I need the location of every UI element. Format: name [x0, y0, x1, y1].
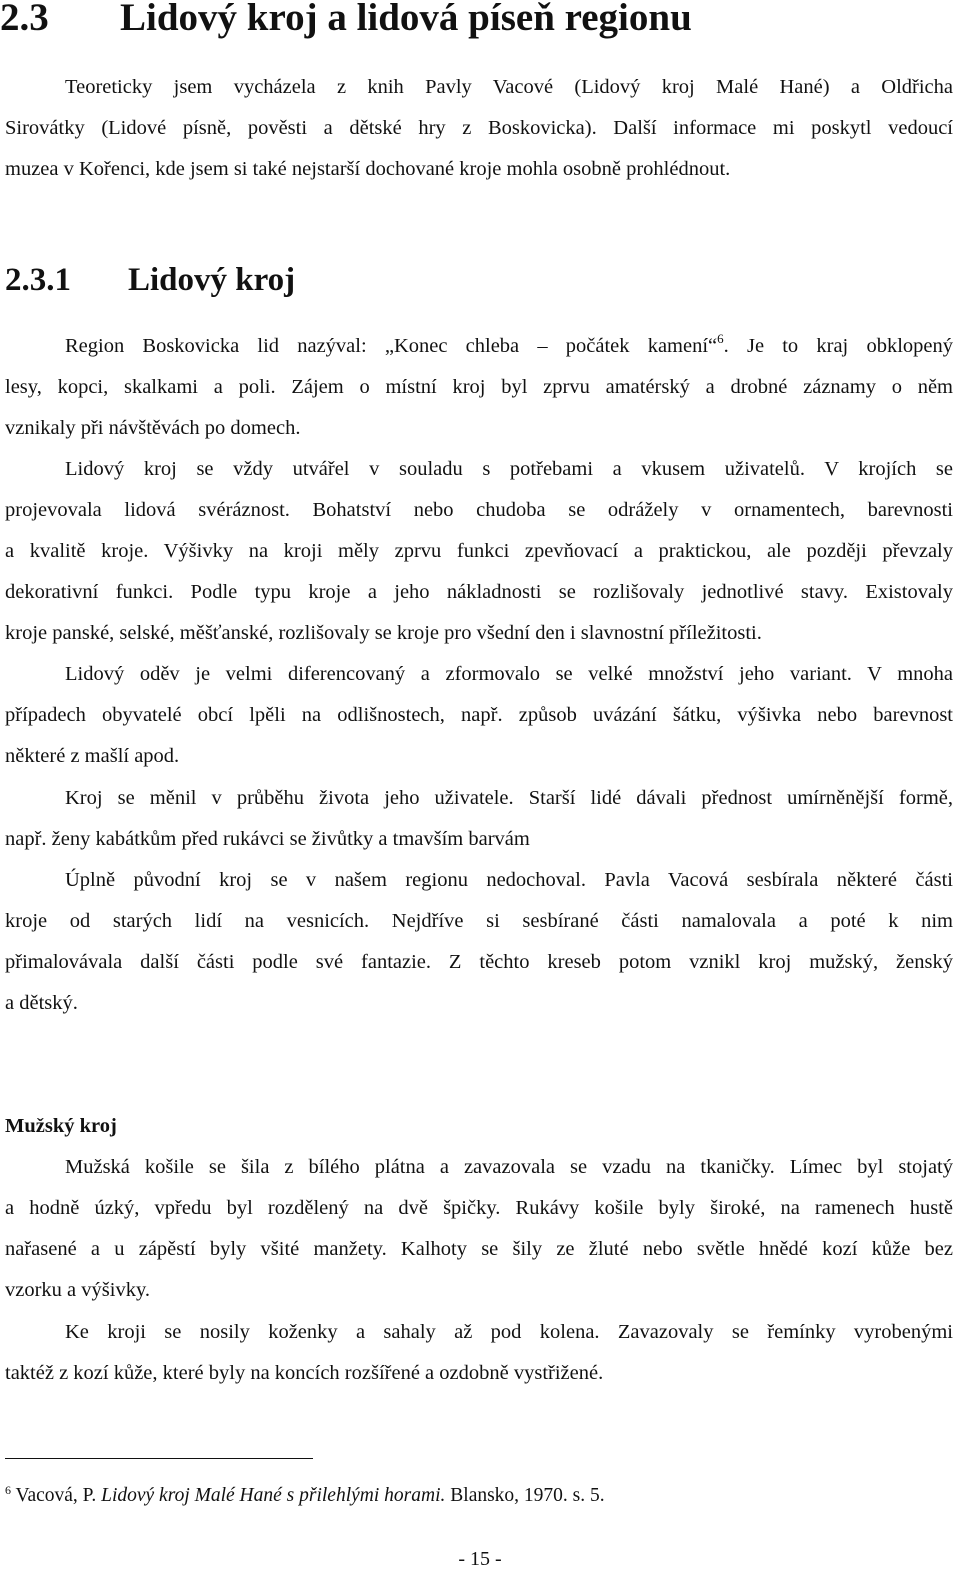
section-number: 2.3 [0, 0, 49, 39]
paragraph-line: Kroj se měnil v průběhu života jeho uživatele. Starší lidé dávali přednost umírněnější formě, [65, 787, 953, 809]
paragraph-line: vznikaly při návštěvách po domech. [5, 417, 301, 439]
paragraph-line: Sirovátky (Lidové písně, pověsti a dětské hry z Boskovicka). Další informace mi poskytl vedoucí [5, 117, 953, 139]
paragraph-line: a dětský. [5, 992, 78, 1014]
subsection-heading [5, 262, 295, 299]
paragraph-line [65, 333, 953, 359]
subsection-title: Lidový kroj [128, 262, 296, 298]
paragraph-line: Úplně původní kroj se v našem regionu nedochoval. Pavla Vacová sesbírala některé části [65, 869, 953, 891]
paragraph-line: kroje panské, selské, měšťanské, rozlišovaly se kroje pro všední den i slavnostní příležitosti. [5, 622, 762, 644]
mens-costume-heading: Mužský kroj [5, 1115, 117, 1137]
paragraph-line: projevovala lidová svéráznost. Bohatství nebo chudoba se odrážely v ornamentech, barevnosti [5, 499, 953, 521]
footnote-number: 6 [5, 1483, 11, 1497]
footnote-publication: Blansko, 1970. s. 5. [445, 1485, 605, 1506]
paragraph-line: vzorku a výšivky. [5, 1279, 150, 1301]
subsection-number: 2.3.1 [5, 262, 71, 298]
paragraph-line: a kvalitě kroje. Výšivky na kroji měly zprvu funkci zpevňovací a praktickou, ale později převzaly [5, 540, 953, 562]
footnote-title: Lidový kroj Malé Hané s přilehlými horami. [101, 1485, 446, 1506]
paragraph-line: např. ženy kabátkům před rukávci se živůtky a tmavším barvám [5, 828, 530, 850]
paragraph-line: přimalovávala další části podle své fantazie. Z těchto kreseb potom vznikl kroj mužský, ženský [5, 951, 953, 973]
paragraph-line: Lidový kroj se vždy utvářel v souladu s potřebami a vkusem uživatelů. V krojích se [65, 458, 953, 480]
paragraph-text: . Je to kraj obklopený [723, 335, 953, 357]
page-number: - 15 - [458, 1548, 502, 1570]
footnote-reference: 6 [717, 331, 724, 346]
paragraph-line: některé z mašlí apod. [5, 745, 180, 767]
paragraph-line: muzea v Kořenci, kde jsem si také nejstarší dochované kroje mohla osobně prohlédnout. [5, 158, 731, 180]
footnote-separator [5, 1458, 313, 1459]
footnote [5, 1484, 605, 1508]
paragraph-line: taktéž z kozí kůže, které byly na koncích rozšířené a ozdobně vystřižené. [5, 1362, 604, 1384]
paragraph-line: Lidový oděv je velmi diferencovaný a zformovalo se velké množství jeho variant. V mnoha [65, 663, 953, 685]
paragraph-text: Region Boskovicka lid nazýval: „Konec chleba – počátek kamení“ [65, 335, 718, 357]
paragraph-line: lesy, kopci, skalkami a poli. Zájem o místní kroj byl zprvu amatérský a drobné záznamy o něm [5, 376, 953, 398]
paragraph-line: nařasené a u zápěstí byly všité manžety. Kalhoty se šily ze žluté nebo světle hnědé kozí kůže bez [5, 1238, 953, 1260]
paragraph-line: a hodně úzký, vpředu byl rozdělený na dvě špičky. Rukávy košile byly široké, na ramenech hustě [5, 1197, 953, 1219]
section-title: Lidový kroj a lidová píseň regionu [120, 0, 692, 39]
paragraph-line: Ke kroji se nosily koženky a sahaly až pod kolena. Zavazovaly se řemínky vyrobenými [65, 1321, 953, 1343]
paragraph-line: Teoreticky jsem vycházela z knih Pavly Vacové (Lidový kroj Malé Hané) a Oldřicha [65, 76, 953, 98]
paragraph-line: případech obyvatelé obcí lpěli na odlišnostech, např. způsob uvázání šátku, výšivka nebo barevnost [5, 704, 953, 726]
paragraph-line: dekorativní funkci. Podle typu kroje a jeho nákladnosti se rozlišovaly jednotlivé stavy. Existovaly [5, 581, 953, 603]
paragraph-line: kroje od starých lidí na vesnicích. Nejdříve si sesbírané části namalovala a poté k nim [5, 910, 953, 932]
section-heading [0, 0, 692, 40]
footnote-author: Vacová, P. [15, 1485, 102, 1506]
paragraph-line: Mužská košile se šila z bílého plátna a zavazovala se vzadu na tkaničky. Límec byl stojatý [65, 1156, 953, 1178]
